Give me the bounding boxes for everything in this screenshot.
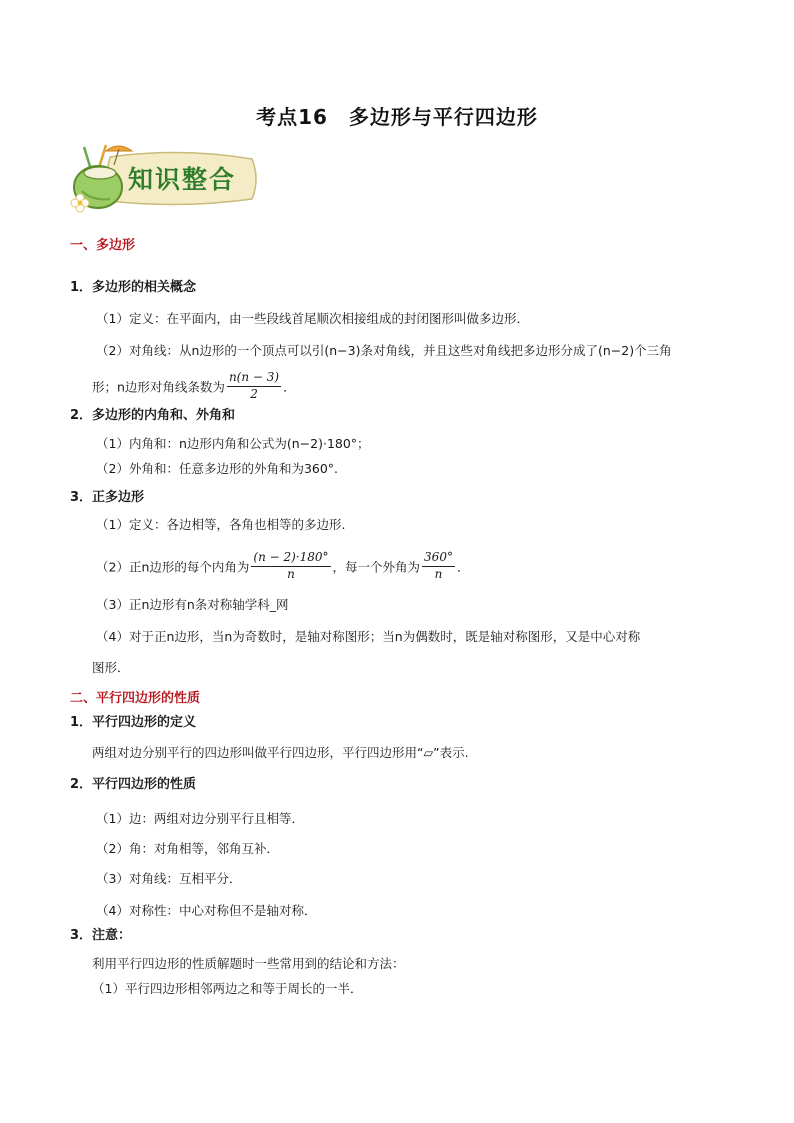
item-property-angles: （2）角：对角相等，邻角互补．: [96, 841, 279, 856]
item-regular-angles: （2）正n边形的每个内角为 $\frac{(n - 2)\cdot 180^\circ}{n}$ ，每一个外角为 $\frac{360^\circ}{n}$ ．: [96, 550, 470, 581]
item-interior-angle-sum: （1）内角和：n边形内角和公式为(n−2)·180°；: [96, 436, 370, 451]
subheading-parallelogram-definition: 1．平行四边形的定义: [70, 715, 197, 730]
subheading-regular-polygon: 3．正多边形: [70, 490, 145, 505]
item-regular-definition: （1）定义：各边相等，各角也相等的多边形.: [96, 517, 346, 532]
item-property-sides: （1）边：两组对边分别平行且相等．: [96, 811, 304, 826]
knowledge-banner: [70, 143, 260, 215]
section-heading-polygon: 一、多边形: [70, 238, 136, 253]
item-polygon-definition: （1）定义：在平面内，由一些段线首尾顺次相接组成的封闭图形叫做多边形．: [96, 311, 529, 326]
item-diagonal-count: 形；n边形对角线条数为 $\frac{n(n - 3)}{2}$ ．: [92, 370, 296, 401]
subheading-polygon-concepts: 1．多边形的相关概念: [70, 280, 197, 295]
item-odd-even-symmetry: （4）对于正n边形，当n为奇数时，是轴对称图形；当n为偶数时，既是轴对称图形，又是中心对称: [96, 629, 641, 644]
subheading-notes: 3．注意：: [70, 928, 132, 943]
item-symmetry-axes: （3）正n边形有n条对称轴学科_网: [96, 597, 289, 612]
exterior-angle-fraction: $\frac{360^\circ}{n}$: [424, 550, 453, 581]
item-property-symmetry: （4）对称性：中心对称但不是轴对称．: [96, 903, 317, 918]
banner-text: 知识整合: [127, 165, 237, 194]
subheading-angle-sums: 2．多边形的内角和、外角和: [70, 408, 236, 423]
item-property-diagonals: （3）对角线：互相平分．: [96, 871, 242, 886]
item-diagonal: （2）对角线：从n边形的一个顶点可以引(n−3)条对角线，并且这些对角线把多边形分成了(n−2)个三角: [96, 343, 672, 358]
diagonal-count-fraction: $\frac{n(n - 3)}{2}$: [228, 370, 280, 401]
item-notes-intro: 利用平行四边形的性质解题时一些常用到的结论和方法：: [92, 956, 405, 971]
item-adjacent-sides: （1）平行四边形相邻两边之和等于周长的一半．: [92, 981, 363, 996]
item-odd-even-symmetry-cont: 图形．: [92, 660, 130, 675]
item-exterior-angle-sum: （2）外角和：任意多边形的外角和为360°.: [96, 461, 339, 476]
interior-angle-fraction: $\frac{(n - 2)\cdot 180^\circ}{n}$: [253, 550, 329, 581]
coconut-banner-illustration: [70, 143, 260, 215]
subheading-parallelogram-properties: 2．平行四边形的性质: [70, 777, 197, 792]
page-title: 考点16 多边形与平行四边形: [256, 105, 538, 129]
section-heading-parallelogram: 二、平行四边形的性质: [70, 691, 201, 706]
item-parallelogram-definition: 两组对边分别平行的四边形叫做平行四边形，平行四边形用“▱”表示.: [92, 745, 469, 760]
